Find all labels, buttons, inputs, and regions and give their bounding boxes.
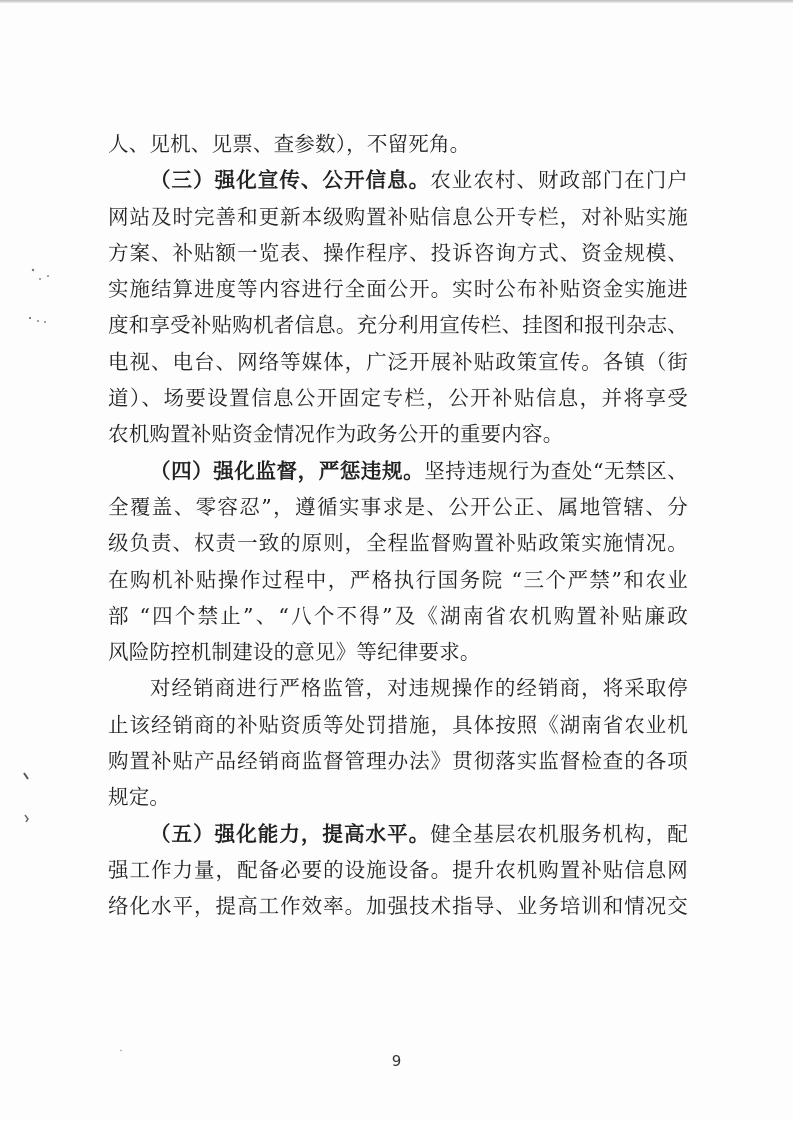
line-text: 农业农村、财政部门在门户: [430, 168, 688, 193]
line-text: 农机购置补贴资金情况作为政务公开的重要内容。: [108, 422, 564, 447]
text-line: [108, 743, 688, 779]
line-text: 风险防控机制建设的意见》等纪律要求。: [108, 640, 481, 665]
line-text: 网站及时完善和更新本级购置补贴信息公开专栏，对补贴实施: [108, 204, 688, 229]
text-line: [108, 416, 688, 452]
text-line: [108, 779, 688, 815]
line-text: 电视、电台、网络等媒体，广泛开展补贴政策宣传。各镇（街: [108, 349, 688, 374]
line-text: 规定。: [108, 785, 171, 810]
line-text: 人、见机、见票、查参数），不留死角。: [108, 132, 471, 156]
section-4-heading: （四）强化监督，严惩违规。: [150, 458, 425, 483]
line-text: 全覆盖、零容忍”，遵循实事求是、公开公正、属地管辖、分: [108, 494, 688, 519]
text-line: [108, 634, 688, 670]
text-line: [108, 888, 688, 924]
body-text: [108, 126, 688, 925]
section-4-first-line: [108, 453, 688, 489]
text-line: [108, 852, 688, 888]
text-line: [108, 489, 688, 525]
section-5-first-line: [108, 816, 688, 852]
line-text: 对经销商进行严格监管，对违规操作的经销商，将采取停: [150, 676, 688, 701]
text-line: [108, 271, 688, 307]
section-3-heading: （三）强化宣传、公开信息。: [150, 168, 431, 193]
section-3-first-line: [108, 162, 688, 198]
line-text: 方案、补贴额一览表、操作程序、投诉咨询方式、资金规模、: [108, 240, 688, 265]
line-text: 坚持违规行为查处“无禁区、: [424, 458, 688, 483]
line-text: 购置补贴产品经销商监督管理办法》贯彻落实监督检查的各项: [108, 749, 688, 774]
text-line: [108, 199, 688, 235]
line-text: 络化水平，提高工作效率。加强技术指导、业务培训和情况交: [108, 894, 688, 919]
text-line: [108, 235, 688, 271]
line-text: 强工作力量，配备必要的设施设备。提升农机购置补贴信息网: [108, 857, 688, 882]
text-line: [108, 707, 688, 743]
scan-top-edge: [0, 0, 793, 3]
section-5-heading: （五）强化能力，提高水平。: [150, 821, 431, 846]
line-text: 止该经销商的补贴资质等处罚措施，具体按照《湖南省农业机: [108, 712, 688, 737]
text-line: [108, 307, 688, 343]
text-line: [108, 562, 688, 598]
text-line: [108, 525, 688, 561]
line-text: 度和享受补贴购机者信息。充分利用宣传栏、挂图和报刊杂志、: [108, 313, 688, 338]
page-number: 9: [391, 1052, 402, 1070]
line-text: 级负责、权责一致的原则，全程监督购置补贴政策实施情况。: [108, 531, 688, 556]
line-text: 道）、场要设置信息公开固定专栏，公开补贴信息，并将享受: [108, 386, 688, 411]
line-text: 部 “四个禁止”、“八个不得”及《湖南省农机购置补贴廉政: [108, 603, 688, 628]
text-line: [108, 126, 688, 162]
line-text: 健全基层农机服务机构，配: [430, 821, 688, 846]
line-text: 实施结算进度等内容进行全面公开。实时公布补贴资金实施进: [108, 277, 688, 302]
dealer-paragraph-first-line: [108, 670, 688, 706]
text-line: [108, 380, 688, 416]
line-text: 在购机补贴操作过程中，严格执行国务院 “三个严禁”和农业: [108, 567, 688, 592]
text-line: [108, 344, 688, 380]
text-line: [108, 598, 688, 634]
